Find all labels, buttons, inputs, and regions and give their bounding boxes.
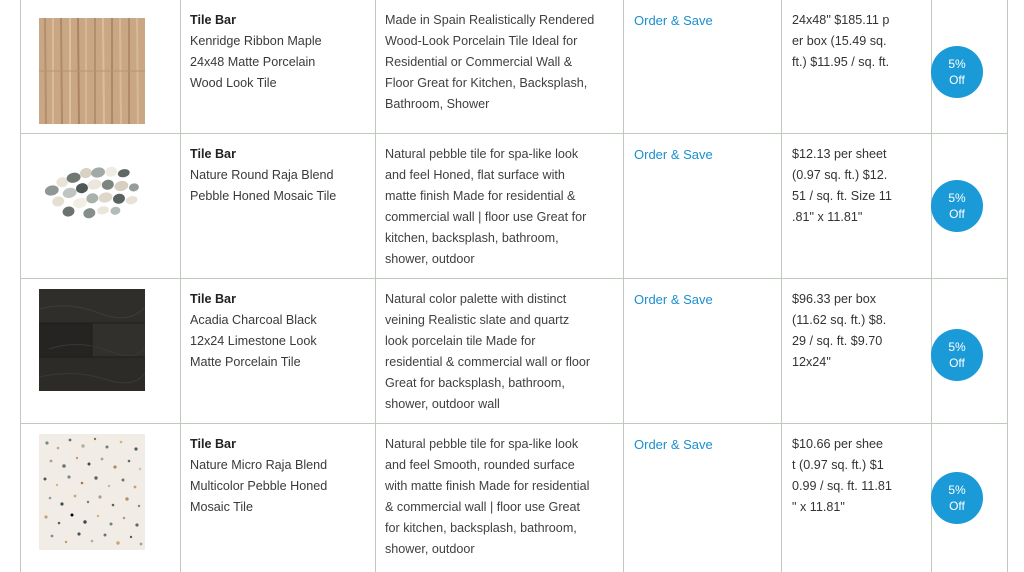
discount-percent: 5% xyxy=(948,57,966,71)
product-brand: Tile Bar xyxy=(190,13,236,27)
price-line: " x 11.81" xyxy=(792,500,845,514)
discount-percent: 5% xyxy=(948,340,966,354)
product-description-line: with matte finish Made for residential xyxy=(385,479,590,493)
price-line: ft.) $11.95 / sq. ft. xyxy=(792,55,890,69)
product-description-line: kitchen, backsplash, bathroom, xyxy=(385,231,559,245)
product-description-line: Floor Great for Kitchen, Backsplash, xyxy=(385,76,588,90)
product-name-line: 24x48 Matte Porcelain xyxy=(190,55,316,69)
discount-off-label: Off xyxy=(949,73,965,87)
product-name-line: Kenridge Ribbon Maple xyxy=(190,34,322,48)
product-name-line: Acadia Charcoal Black xyxy=(190,313,317,327)
product-description-line: shower, outdoor xyxy=(385,542,475,556)
discount-badge[interactable] xyxy=(931,46,983,98)
product-description-line: & commercial wall | floor use Great xyxy=(385,500,581,514)
price-line: $96.33 per box xyxy=(792,292,877,306)
price-line: 29 / sq. ft. $9.70 xyxy=(792,334,883,348)
order-and-save-link[interactable]: Order & Save xyxy=(634,292,713,307)
product-description-line: matte finish Made for residential & xyxy=(385,189,576,203)
product-name-line: Pebble Honed Mosaic Tile xyxy=(190,189,337,203)
discount-badge[interactable] xyxy=(931,329,983,381)
order-and-save-link[interactable]: Order & Save xyxy=(634,147,713,162)
product-description-line: Natural color palette with distinct xyxy=(385,292,567,306)
product-name-line: Multicolor Pebble Honed xyxy=(190,479,328,493)
product-description-line: veining Realistic slate and quartz xyxy=(385,313,570,327)
product-description-line: shower, outdoor xyxy=(385,252,475,266)
product-name-line: Wood Look Tile xyxy=(190,76,277,90)
discount-off-label: Off xyxy=(949,207,965,221)
charcoal-tile-thumbnail[interactable] xyxy=(39,289,145,391)
price-line: er box (15.49 sq. xyxy=(792,34,887,48)
price-line: (0.97 sq. ft.) $12. xyxy=(792,168,888,182)
discount-badge[interactable] xyxy=(931,180,983,232)
table-row xyxy=(21,424,1007,572)
product-name-line: 12x24 Limestone Look xyxy=(190,334,317,348)
product-description-line: for kitchen, backsplash, bathroom, xyxy=(385,521,577,535)
product-brand: Tile Bar xyxy=(190,147,236,161)
price-line: 0.99 / sq. ft. 11.81 xyxy=(792,479,892,493)
discount-badge[interactable] xyxy=(931,472,983,524)
product-description-line: residential & commercial wall or floor xyxy=(385,355,591,369)
order-and-save-link[interactable]: Order & Save xyxy=(634,437,713,452)
product-description-line: shower, outdoor wall xyxy=(385,397,500,411)
discount-off-label: Off xyxy=(949,356,965,370)
table-row xyxy=(21,279,1007,424)
product-description-line: and feel Smooth, rounded surface xyxy=(385,458,575,472)
price-line: 24x48" $185.11 p xyxy=(792,13,890,27)
price-line: 51 / sq. ft. Size 11 xyxy=(792,189,892,203)
price-line: $12.13 per sheet xyxy=(792,147,887,161)
table-row xyxy=(21,0,1007,134)
product-description-line: look porcelain tile Made for xyxy=(385,334,536,348)
product-description-line: commercial wall | floor use Great for xyxy=(385,210,587,224)
product-description-line: Wood-Look Porcelain Tile Ideal for xyxy=(385,34,578,48)
product-brand: Tile Bar xyxy=(190,437,236,451)
wood-tile-thumbnail[interactable] xyxy=(39,18,145,124)
product-brand: Tile Bar xyxy=(190,292,236,306)
discount-off-label: Off xyxy=(949,499,965,513)
product-description-line: Natural pebble tile for spa-like look xyxy=(385,437,579,451)
table-row xyxy=(21,134,1007,279)
product-comparison-table xyxy=(20,0,1008,572)
discount-percent: 5% xyxy=(948,191,966,205)
terrazzo-tile-thumbnail[interactable] xyxy=(39,434,145,550)
price-line: t (0.97 sq. ft.) $1 xyxy=(792,458,884,472)
product-name-line: Matte Porcelain Tile xyxy=(190,355,301,369)
order-and-save-link[interactable]: Order & Save xyxy=(634,13,713,28)
pebble-tile-thumbnail[interactable] xyxy=(39,152,147,232)
product-name-line: Nature Round Raja Blend xyxy=(190,168,334,182)
product-description-line: Natural pebble tile for spa-like look xyxy=(385,147,579,161)
discount-percent: 5% xyxy=(948,483,966,497)
product-description-line: and feel Honed, flat surface with xyxy=(385,168,565,182)
product-description-line: Great for backsplash, bathroom, xyxy=(385,376,565,390)
price-line: (11.62 sq. ft.) $8. xyxy=(792,313,887,327)
price-line: .81" x 11.81" xyxy=(792,210,863,224)
product-name-line: Mosaic Tile xyxy=(190,500,253,514)
product-description-line: Bathroom, Shower xyxy=(385,97,490,111)
product-description-line: Made in Spain Realistically Rendered xyxy=(385,13,595,27)
product-description-line: Residential or Commercial Wall & xyxy=(385,55,573,69)
price-line: 12x24" xyxy=(792,355,831,369)
product-name-line: Nature Micro Raja Blend xyxy=(190,458,328,472)
price-line: $10.66 per shee xyxy=(792,437,884,451)
